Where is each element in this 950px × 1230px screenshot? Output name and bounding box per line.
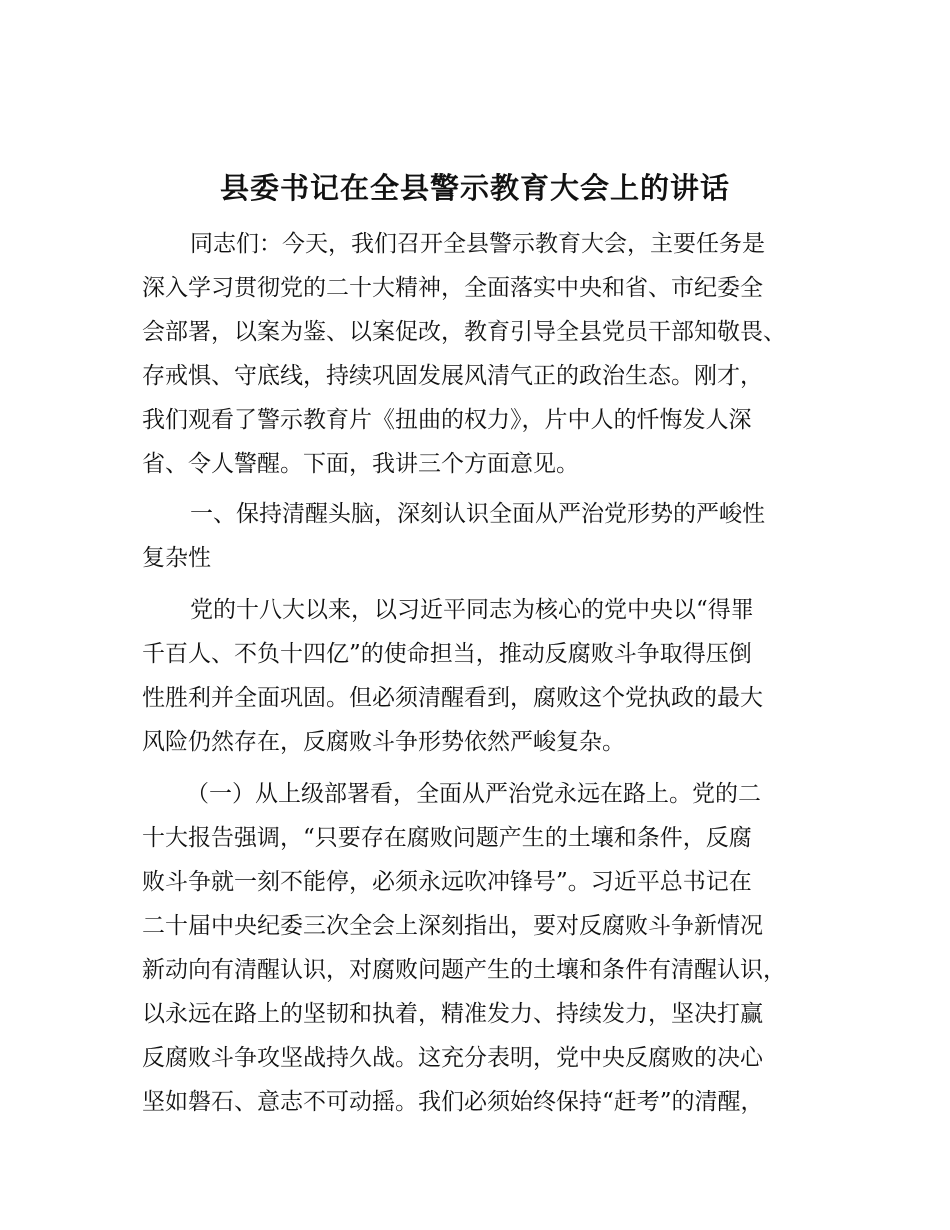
paragraph-line: （一）从上级部署看，全面从严治党永远在路上。党的二 — [186, 781, 761, 807]
paragraph-line: 性胜利并全面巩固。但必须清醒看到，腐败这个党执政的最大 — [142, 685, 763, 711]
section-heading-line: 一、保持清醒头脑，深刻认识全面从严治党形势的严峻性 — [190, 501, 765, 527]
page-title: 县委书记在全县警示教育大会上的讲话 — [219, 171, 730, 205]
paragraph-line: 同志们：今天，我们召开全县警示教育大会，主要任务是 — [190, 231, 765, 257]
paragraph-line: 风险仍然存在，反腐败斗争形势依然严峻复杂。 — [142, 729, 625, 755]
paragraph-line: 会部署，以案为鉴、以案促改，教育引导全县党员干部知敬畏、 — [142, 319, 786, 345]
paragraph-line: 存戒惧、守底线，持续巩固发展风清气正的政治生态。刚才， — [142, 363, 763, 389]
paragraph-line: 千百人、不负十四亿”的使命担当，推动反腐败斗争取得压倒 — [142, 641, 752, 667]
paragraph-line: 败斗争就一刻不能停，必须永远吹冲锋号”。习近平总书记在 — [142, 869, 752, 895]
paragraph-line: 坚如磐石、意志不可动摇。我们必须始终保持“赶考”的清醒， — [142, 1089, 764, 1115]
paragraph-line: 新动向有清醒认识，对腐败问题产生的土壤和条件有清醒认识， — [142, 957, 786, 983]
paragraph-line: 以永远在路上的坚韧和执着，精准发力、持续发力，坚决打赢 — [142, 1001, 763, 1027]
section-heading-line: 复杂性 — [142, 545, 211, 571]
paragraph-line: 深入学习贯彻党的二十大精神，全面落实中央和省、市纪委全 — [142, 275, 763, 301]
paragraph-line: 我们观看了警示教育片《扭曲的权力》，片中人的忏悔发人深 — [142, 407, 752, 433]
paragraph-line: 反腐败斗争攻坚战持久战。这充分表明，党中央反腐败的决心 — [142, 1045, 763, 1071]
paragraph-line: 省、令人警醒。下面，我讲三个方面意见。 — [142, 451, 579, 477]
paragraph-line: 二十届中央纪委三次全会上深刻指出，要对反腐败斗争新情况 — [142, 913, 763, 939]
paragraph-line: 党的十八大以来，以习近平同志为核心的党中央以“得罪 — [190, 597, 754, 623]
paragraph-line: 十大报告强调，“只要存在腐败问题产生的土壤和条件，反腐 — [142, 825, 752, 851]
